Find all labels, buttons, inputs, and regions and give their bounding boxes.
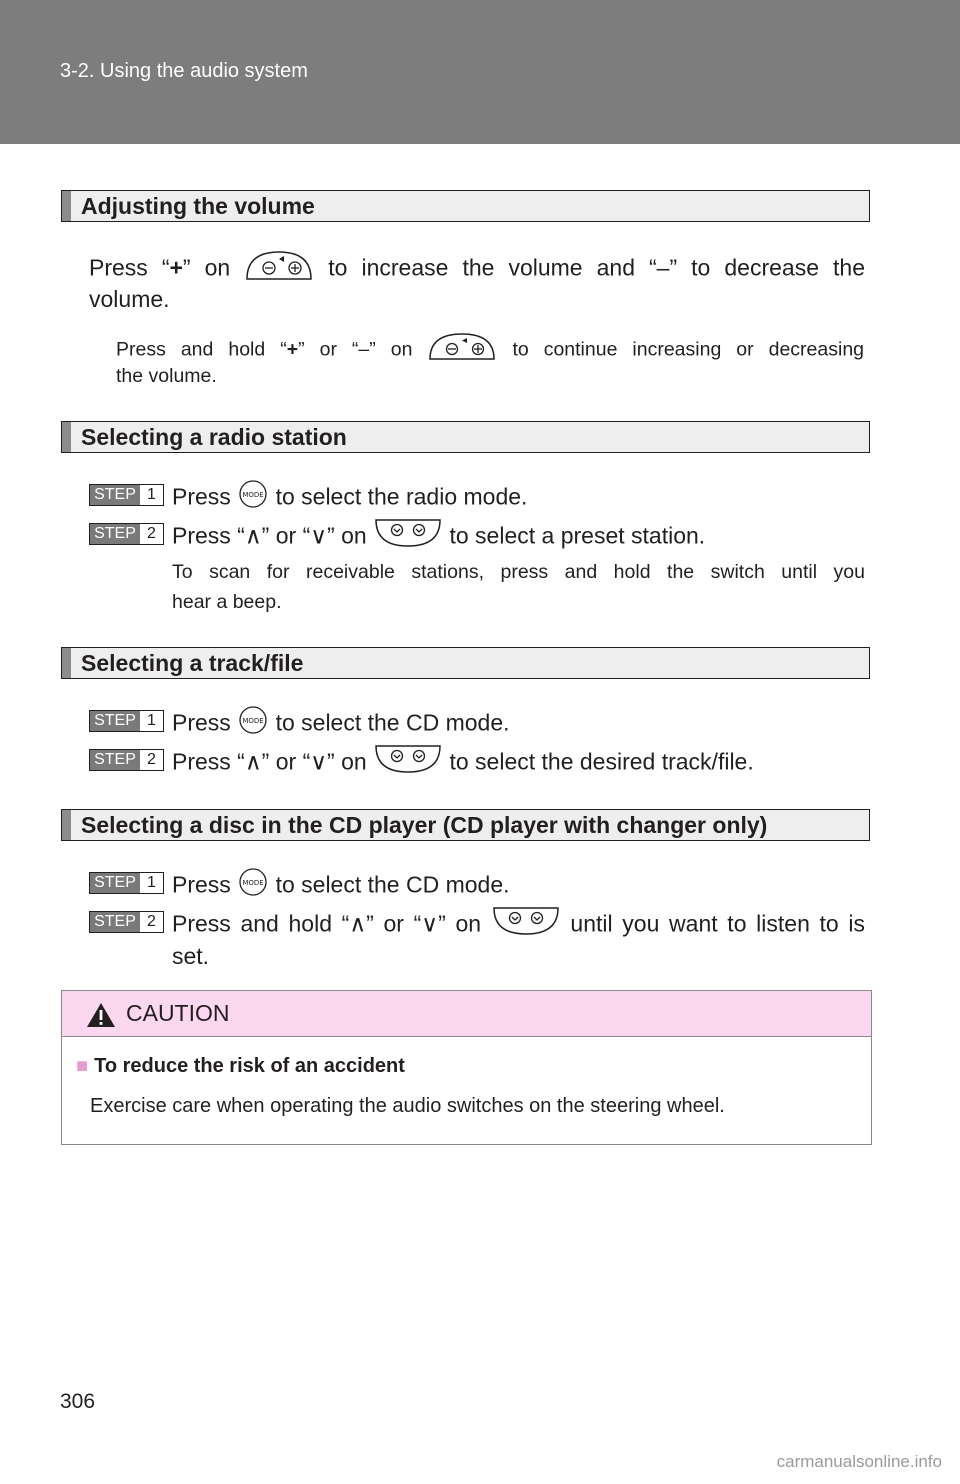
disc-step1-text: Press MODE to select the CD mode.	[172, 866, 510, 907]
seek-switch-icon	[373, 517, 443, 558]
track-step1-text: Press MODE to select the CD mode.	[172, 704, 510, 745]
disc-step2-text-continued: set.	[172, 943, 210, 969]
section-title-radio: Selecting a radio station	[61, 421, 870, 453]
section-title-volume: Adjusting the volume	[61, 190, 870, 222]
page-number: 306	[60, 1390, 96, 1413]
page-header	[0, 0, 960, 144]
caution-body: Exercise care when operating the audio switches on the steering wheel.	[90, 1095, 725, 1117]
mode-button-icon	[237, 704, 269, 745]
step-badge-1: STEP 1	[89, 484, 164, 506]
caution-box	[61, 990, 872, 1145]
caution-title: CAUTION	[126, 1000, 230, 1026]
volume-switch-icon	[244, 248, 314, 291]
radio-note-line2: hear a beep.	[172, 591, 282, 613]
caution-subtitle: ■ To reduce the risk of an accident	[76, 1055, 405, 1077]
section-title-track: Selecting a track/file	[61, 647, 870, 679]
step-badge-2: STEP 2	[89, 523, 164, 545]
svg-text:MODE: MODE	[242, 491, 264, 499]
volume-note-line1: Press and hold “+” or “–” on to continue increasing or decreasing	[116, 331, 864, 370]
step-badge-1: STEP 1	[89, 872, 164, 894]
square-bullet-icon: ■	[76, 1055, 89, 1077]
mode-button-icon	[237, 478, 269, 519]
section-title-disc: Selecting a disc in the CD player (CD player with changer only)	[61, 809, 870, 841]
radio-step2-text: Press “∧” or “∨” on to select a preset station.	[172, 517, 705, 558]
svg-text:MODE: MODE	[242, 717, 264, 725]
volume-note-line2: the volume.	[116, 365, 217, 387]
volume-instruction-line2: volume.	[89, 286, 170, 312]
warning-triangle-icon	[86, 1002, 116, 1033]
disc-step2-text: Press and hold “∧” or “∨” on until you want to listen to is	[172, 905, 865, 946]
volume-instruction-line1: Press “+” on to increase the volume and “–” to decrease the	[89, 248, 865, 291]
volume-switch-icon	[427, 331, 497, 370]
mode-button-icon	[237, 866, 269, 907]
step-badge-1: STEP 1	[89, 710, 164, 732]
svg-text:MODE: MODE	[242, 879, 264, 887]
step-badge-2: STEP 2	[89, 911, 164, 933]
track-step2-text: Press “∧” or “∨” on to select the desired track/file.	[172, 743, 754, 784]
seek-switch-icon	[373, 743, 443, 784]
radio-note-line1: To scan for receivable stations, press and hold the switch until you	[172, 561, 865, 583]
step-badge-2: STEP 2	[89, 749, 164, 771]
caution-header	[62, 991, 871, 1037]
radio-step1-text: Press MODE to select the radio mode.	[172, 478, 527, 519]
watermark: carmanualsonline.info	[776, 1452, 942, 1471]
seek-switch-icon	[491, 905, 561, 946]
section-header-title: 3-2. Using the audio system	[60, 60, 308, 82]
